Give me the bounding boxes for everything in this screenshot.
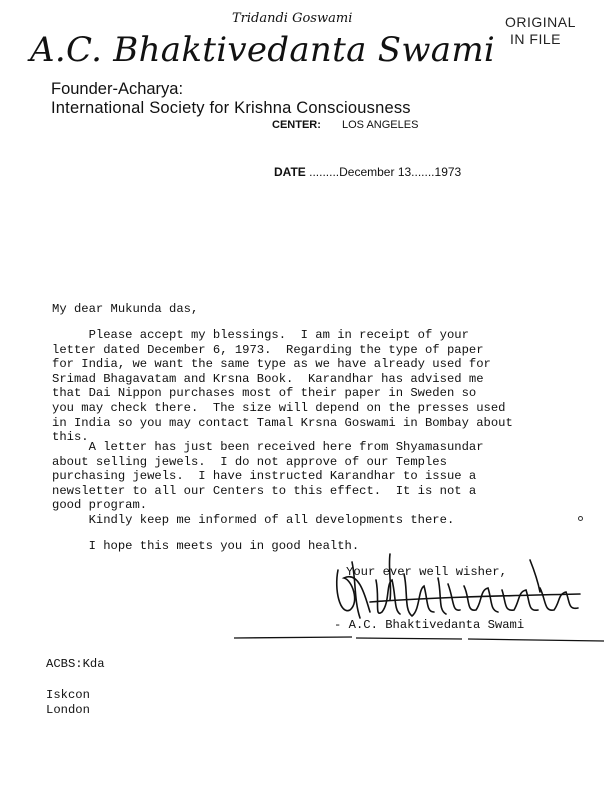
closing: Your ever well wisher, bbox=[346, 565, 507, 579]
stamp-line-1: ORIGINAL bbox=[505, 14, 576, 30]
author-name-heading: A.C. Bhaktivedanta Swami bbox=[30, 30, 496, 70]
date-leader-dots-2: ....... bbox=[411, 165, 435, 179]
cc-line: Iskcon bbox=[46, 688, 90, 702]
stray-mark bbox=[578, 516, 583, 521]
paragraph-2-line: A letter has just been received here from Shyamasundar bbox=[52, 440, 484, 454]
date-year-suffix: 73 bbox=[447, 165, 462, 179]
reference-initials: ACBS:Kda bbox=[46, 657, 105, 671]
paragraph-1-line: that Dai Nippon purchases most of their paper in Sweden so bbox=[52, 386, 477, 401]
stamp-line-2: IN FILE bbox=[510, 31, 561, 47]
carbon-copy-recipient bbox=[46, 688, 90, 717]
paragraph-1-line: for India, we want the same type as we have already used for bbox=[52, 357, 491, 372]
tridandi-title: Tridandi Goswami bbox=[232, 11, 353, 26]
date-line bbox=[274, 165, 461, 179]
paragraph-2-line: purchasing jewels. I have instructed Karandhar to issue a bbox=[52, 469, 477, 484]
paragraph-1-line: letter dated December 6, 1973. Regarding the type of paper bbox=[52, 342, 484, 357]
paragraph-2-line: good program. bbox=[52, 498, 148, 513]
paragraph-2-line: newsletter to all our Centers to this effect. It is not a bbox=[52, 483, 477, 498]
date-year-prefix: 19 bbox=[434, 165, 448, 179]
paragraph-1-line: Please accept my blessings. I am in receipt of your bbox=[52, 328, 469, 342]
center-value: LOS ANGELES bbox=[342, 119, 419, 131]
center-label: CENTER: bbox=[272, 119, 321, 131]
paragraph-1-line: this. bbox=[52, 430, 89, 445]
date-value: December 13 bbox=[339, 165, 412, 179]
paragraph-1-line: Srimad Bhagavatam and Krsna Book. Karandhar has advised me bbox=[52, 371, 484, 386]
paragraph-3: Kindly keep me informed of all developments there. bbox=[52, 513, 455, 527]
signature-underline bbox=[232, 632, 608, 644]
signer-name: - A.C. Bhaktivedanta Swami bbox=[334, 618, 525, 632]
society-name: International Society for Krishna Consciousness bbox=[51, 99, 411, 117]
cc-line: London bbox=[46, 702, 90, 717]
handwritten-signature bbox=[330, 540, 590, 630]
paragraph-1-line: in India so you may contact Tamal Krsna Goswami in Bombay about bbox=[52, 415, 513, 430]
salutation: My dear Mukunda das, bbox=[52, 302, 199, 316]
date-label: DATE bbox=[274, 165, 306, 179]
paragraph-2-line: about selling jewels. I do not approve of our Temples bbox=[52, 454, 447, 469]
founder-acharya-line: Founder-Acharya: bbox=[51, 80, 184, 98]
original-in-file-stamp bbox=[505, 14, 576, 48]
paragraph-4: I hope this meets you in good health. bbox=[52, 539, 360, 553]
date-leader-dots: ......... bbox=[305, 165, 340, 179]
paragraph-1-line: you may check there. The size will depend on the presses used bbox=[52, 401, 506, 415]
